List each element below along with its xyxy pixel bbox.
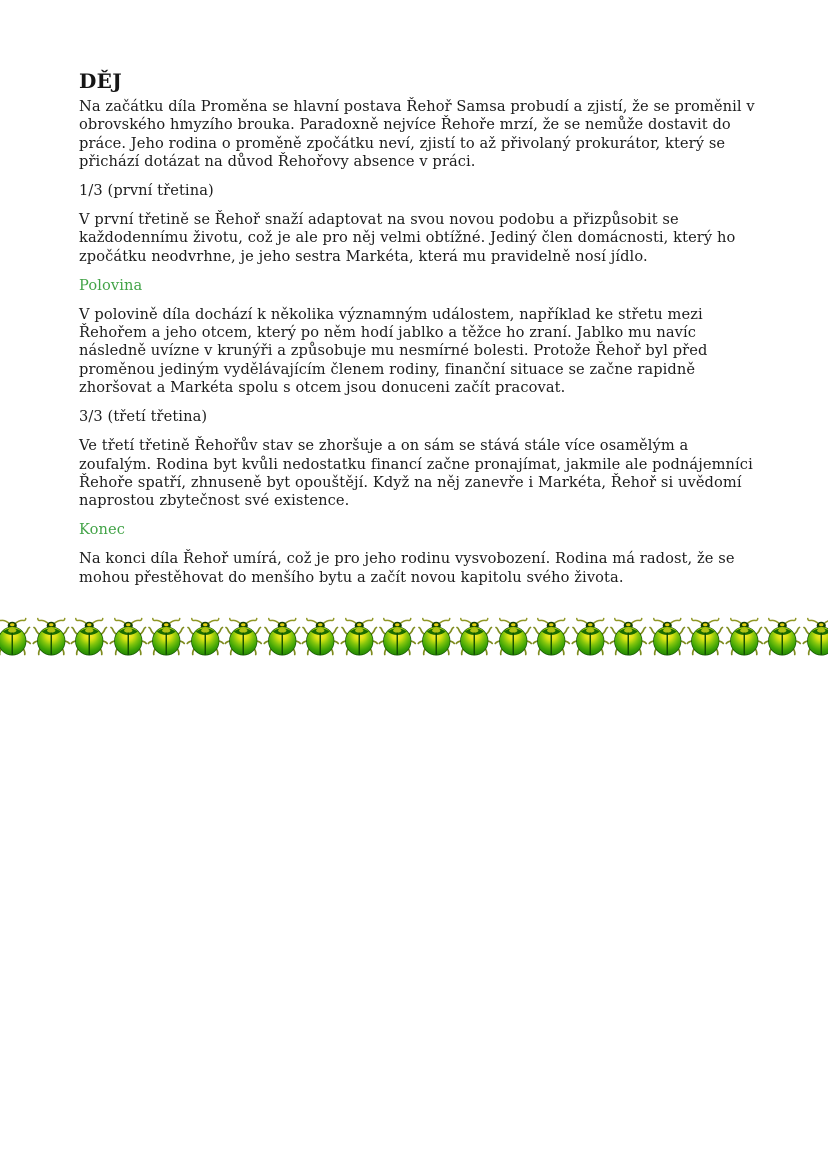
beetle-emoji [186,616,225,658]
beetle-emoji [802,616,828,658]
beetle-emoji [224,616,263,658]
beetle-emoji [648,616,687,658]
beetle-emoji [301,616,340,658]
subheading-first-third: 1/3 (první třetina) [79,182,214,200]
subheading-third-third: 3/3 (třetí třetina) [79,408,208,426]
beetle-emoji [571,616,610,658]
subheading-half: Polovina [79,276,143,294]
paragraph-third-third: Ve třetí třetině Řehořův stav se zhoršuje a on sám se stává stále více osamělým a zoufalým. Rodina byt kvůli nedostatku financí začne pronajímat, jakmile ale podnájemníci Řehoře spatří, zhnuseně byt opouštějí. Když na něj zanevře i Markéta, Řehoř si uvědomí naprostou zbytečnost své existence. [79,437,753,510]
beetle-emoji [109,616,148,658]
beetle-emoji [0,616,32,658]
beetle-emoji [686,616,725,658]
beetle-emoji [725,616,764,658]
beetle-emoji [147,616,186,658]
beetle-emoji [494,616,533,658]
beetle-emoji [70,616,109,658]
beetle-emoji [417,616,456,658]
page-title: DĚJ [79,69,122,93]
beetle-emoji [378,616,417,658]
paragraph-first-third: V první třetině se Řehoř snaží adaptovat na svou novou podobu a přizpůsobit se každodennímu životu, což je ale pro něj velmi obtížné. Jediný člen domácnosti, který ho zpočátku neodvrhne, je jeho sestra Markéta, která mu pravidelně nosí jídlo. [79,211,736,265]
beetle-emoji [609,616,648,658]
beetle-emoji [532,616,571,658]
paragraph-half: V polovině díla dochází k několika významným událostem, například ke střetu mezi Řehořem a jeho otcem, který po něm hodí jablko a těžce ho zraní. Jablko mu navíc následně uvízne v krunýři a způsobuje mu nesmírné bolesti. Protože Řehoř byl před proměnou jediným vydělávajícím členem rodiny, finanční situace se začne rapidně zhoršovat a Markéta spolu s otcem jsou donuceni začít pracovat. [79,305,708,397]
paragraph-intro: Na začátku díla Proměna se hlavní postava Řehoř Samsa probudí a zjistí, že se proměnil v obrovského hmyzího brouka. Paradoxně nejvíce Řehoře mrzí, že se nemůže dostavit do práce. Jeho rodina o proměně zpočátku neví, zjistí to až přivolaný prokurátor, který se přichází dotázat na důvod Řehořovy absence v práci. [79,98,755,171]
beetle-emoji [455,616,494,658]
document-content [79,70,755,597]
beetle-emoji [763,616,802,658]
beetle-emoji [263,616,302,658]
beetle-emoji [340,616,379,658]
beetle-emoji [32,616,71,658]
paragraph-end: Na konci díla Řehoř umírá, což je pro jeho rodinu vysvobození. Rodina má radost, že se mohou přestěhovat do menšího bytu a začít novou kapitolu svého života. [79,550,735,586]
beetle-divider-row [0,616,828,660]
subheading-end: Konec [79,521,126,539]
